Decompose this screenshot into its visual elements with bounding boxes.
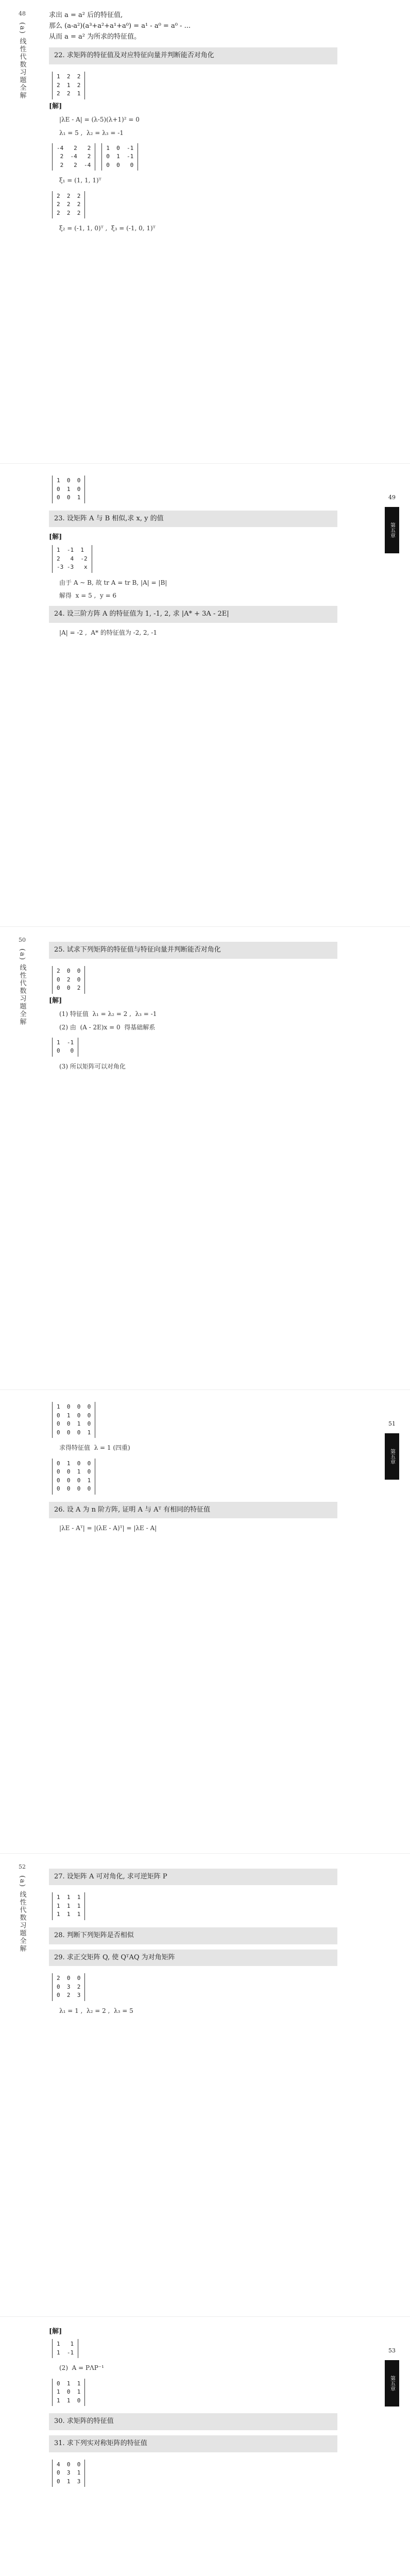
chapter-tab: 第五章 [385, 507, 399, 553]
matrix: 1 -1 1 2 4 -2 -3 -3 x [52, 545, 92, 573]
solution-label: [解] [49, 2327, 62, 2335]
matrix: 2 2 2 2 2 2 2 2 2 [52, 191, 85, 219]
chapter-side-label: (a) 线性代数习题全解 [18, 1875, 26, 1953]
math-line: ξ₂ = (-1, 1, 0)ᵀ , ξ₃ = (-1, 0, 1)ᵀ [59, 225, 156, 232]
exercise-heading: 29. 求正交矩阵 Q, 使 QᵀAQ 为对角矩阵 [49, 1950, 337, 1967]
math-line: (2) A = PΛP⁻¹ [59, 2364, 104, 2372]
exercise-heading: 30. 求矩阵的特征值 [49, 2413, 337, 2430]
document-page [0, 1389, 410, 1853]
document-page [0, 2316, 410, 2576]
chapter-side-label: (a) 线性代数习题全解 [18, 22, 26, 100]
math-line: (1) 特征值 λ₁ = λ₂ = 2 , λ₃ = -1 [59, 1010, 157, 1018]
matrix: 1 1 1 1 1 1 1 1 1 [52, 1892, 85, 1920]
math-line: 解得 x = 5 , y = 6 [59, 591, 117, 599]
matrix: 1 -1 0 0 [52, 1038, 78, 1057]
page-number: 52 [19, 1863, 26, 1870]
matrix: 1 2 2 2 1 2 2 2 1 [52, 72, 85, 99]
matrix: 1 0 0 0 1 0 0 0 1 [52, 476, 85, 503]
matrix: 2 0 0 0 2 0 0 0 2 [52, 966, 85, 994]
page-number: 50 [19, 937, 26, 944]
matrix: 4 0 0 0 3 1 0 1 3 [52, 2460, 85, 2487]
page-number: 51 [388, 1420, 396, 1428]
page-right-strip [384, 1420, 400, 1480]
exercise-heading: 23. 设矩阵 A 与 B 相似,求 x, y 的值 [49, 511, 337, 528]
exercise-heading: 28. 判断下列矩阵是否相似 [49, 1927, 337, 1944]
solution-label: [解] [49, 102, 62, 110]
page-content [49, 10, 337, 236]
chapter-side-label: (a) 线性代数习题全解 [18, 948, 26, 1026]
page-side-strip [4, 937, 40, 1026]
math-line: |λE - Aᵀ| = |(λE - A)ᵀ| = |λE - A| [59, 1524, 157, 1532]
math-line: 由于 A ~ B, 故 tr A = tr B, |A| = |B| [59, 579, 167, 586]
math-line: (2) 由 (A - 2E)x = 0 得基础解系 [59, 1023, 156, 1031]
text-line: 那么 (a-a²)(a³+a²+a¹+a⁰) = a¹ - a⁰ = a⁰ - ... [49, 22, 191, 30]
exercise-heading: 25. 试求下列矩阵的特征值与特征向量并判断能否对角化 [49, 942, 337, 959]
matrix: 2 0 0 0 3 2 0 2 3 [52, 1973, 85, 2001]
math-line: 求得特征值 λ = 1 (四重) [59, 1444, 130, 1452]
matrix: -4 2 2 2 -4 2 2 2 -4 [52, 143, 95, 171]
math-line: (3) 所以矩阵可以对角化 [59, 1062, 126, 1070]
exercise-heading: 27. 设矩阵 A 可对角化, 求可逆矩阵 P [49, 1869, 337, 1886]
page-content [49, 1400, 337, 1536]
exercise-heading: 31. 求下列实对称矩阵的特征值 [49, 2435, 337, 2452]
page-right-strip [384, 2347, 400, 2406]
chapter-tab: 第五章 [385, 2360, 399, 2406]
page-content [49, 473, 337, 641]
text-line: 从而 a = a² 为所求的特征值。 [49, 32, 141, 41]
page-number: 53 [388, 2347, 396, 2354]
math-line: |λE - A| = (λ-5)(λ+1)² = 0 [59, 116, 140, 124]
exercise-heading: 22. 求矩阵的特征值及对应特征向量并判断能否对角化 [49, 47, 337, 64]
matrix: 1 1 1 -1 [52, 2339, 78, 2358]
math-line: λ₁ = 5 , λ₂ = λ₃ = -1 [59, 129, 124, 137]
page-side-strip [4, 10, 40, 99]
page-number: 48 [19, 10, 26, 17]
solution-label: [解] [49, 996, 62, 1005]
page-content [49, 1863, 337, 2020]
matrix: 0 1 0 0 0 0 1 0 0 0 0 1 0 0 0 0 [52, 1459, 95, 1495]
text-line: 求出 a = a² 后的特征值, [49, 11, 123, 19]
math-line: |A| = -2 , A* 的特征值为 -2, 2, -1 [59, 629, 157, 636]
chapter-tab: 第五章 [385, 1433, 399, 1480]
page-right-strip [384, 494, 400, 553]
matrix: 1 0 0 0 0 1 0 0 0 0 1 0 0 0 0 1 [52, 1402, 95, 1438]
document-page [0, 0, 410, 464]
matrix: 1 0 -1 0 1 -1 0 0 0 [101, 143, 138, 171]
document-page [0, 926, 410, 1390]
solution-label: [解] [49, 533, 62, 541]
page-side-strip [4, 1863, 40, 1953]
exercise-heading: 26. 设 A 为 n 阶方阵, 证明 A 与 Aᵀ 有相同的特征值 [49, 1502, 337, 1519]
page-number: 49 [388, 494, 396, 501]
page-content [49, 2327, 337, 2489]
document-page [0, 463, 410, 927]
math-line: λ₁ = 1 , λ₂ = 2 , λ₃ = 5 [59, 2007, 133, 2014]
exercise-heading: 24. 设三阶方阵 A 的特征值为 1, -1, 2, 求 |A* + 3A - 2E| [49, 606, 337, 623]
math-line: ξ₁ = (1, 1, 1)ᵀ [59, 177, 101, 184]
document-page [0, 1853, 410, 2317]
page-content [49, 937, 337, 1075]
matrix: 0 1 1 1 0 1 1 1 0 [52, 2379, 85, 2406]
